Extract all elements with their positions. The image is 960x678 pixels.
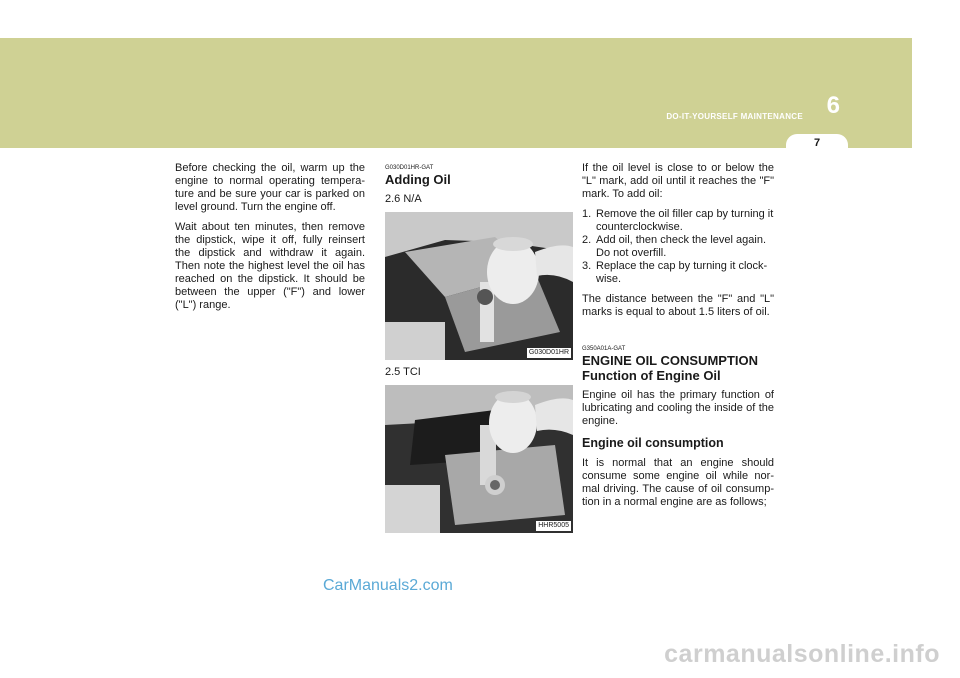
adding-oil-heading: Adding Oil bbox=[385, 172, 451, 187]
function-subheading: Function of Engine Oil bbox=[582, 368, 721, 383]
function-paragraph: Engine oil has the primary function of lubricating and cooling the inside of the engine. bbox=[582, 389, 774, 427]
warmup-paragraph: Before checking the oil, warm up the engine to normal operating tempera-ture and be sure your car is parked on level ground. Turn the engine off. bbox=[175, 162, 365, 213]
engine-oil-filling-photo-2 bbox=[385, 385, 573, 533]
right-column bbox=[582, 162, 774, 516]
list-item: 2. Add oil, then check the level again. Do not overfill. bbox=[582, 234, 767, 259]
watermark-link-left[interactable]: CarManuals2.com bbox=[323, 577, 453, 594]
figure1-label: 2.6 N/A bbox=[385, 193, 422, 205]
oil-consumption-heading: ENGINE OIL CONSUMPTION bbox=[582, 353, 758, 368]
intro-paragraph: If the oil level is close to or below the "L" mark, add oil until it reaches the "F" mark. To add oil: bbox=[582, 162, 774, 200]
section-code: G350A01A-GAT bbox=[582, 346, 626, 352]
header-band bbox=[0, 38, 912, 148]
page-number: 7 bbox=[813, 137, 821, 149]
oil-steps-list bbox=[582, 208, 774, 286]
consumption-heading: Engine oil consumption bbox=[582, 436, 724, 450]
engine-oil-filling-photo-1 bbox=[385, 212, 573, 360]
engine-photo-icon bbox=[385, 212, 573, 360]
distance-note: The distance between the "F" and "L" marks is equal to about 1.5 liters of oil. bbox=[582, 293, 774, 318]
page-number-tab bbox=[786, 134, 848, 156]
left-column bbox=[175, 162, 365, 319]
section-number: 6 bbox=[826, 92, 840, 119]
watermark-right: carmanualsonline.info bbox=[664, 640, 940, 668]
list-item: 3. Replace the cap by turning it clock-wise. bbox=[582, 260, 768, 285]
consumption-paragraph: It is normal that an engine should consume some engine oil while nor-mal driving. The cause of oil consump-tion in a normal engine are as follows; bbox=[582, 457, 774, 508]
figure2-label: 2.5 TCI bbox=[385, 366, 421, 378]
oil-consumption-section bbox=[582, 345, 774, 509]
middle-column bbox=[385, 162, 575, 539]
figure1-tag: G030D01HR bbox=[528, 349, 569, 356]
section-title: DO-IT-YOURSELF MAINTENANCE bbox=[666, 112, 803, 121]
engine-photo-icon bbox=[385, 385, 573, 533]
dipstick-paragraph: Wait about ten minutes, then remove the dipstick, wipe it off, fully reinsert the dipstick and withdraw it again. Then note the highest level the oil has reached on the dipstick. It should be between the upper ("F") and lower ("L") range. bbox=[175, 221, 365, 311]
list-item: 1. Remove the oil filler cap by turning it counterclockwise. bbox=[582, 208, 774, 233]
figure2-tag: HHR5005 bbox=[538, 522, 569, 529]
section-code: G030D01HR-GAT bbox=[385, 165, 434, 171]
